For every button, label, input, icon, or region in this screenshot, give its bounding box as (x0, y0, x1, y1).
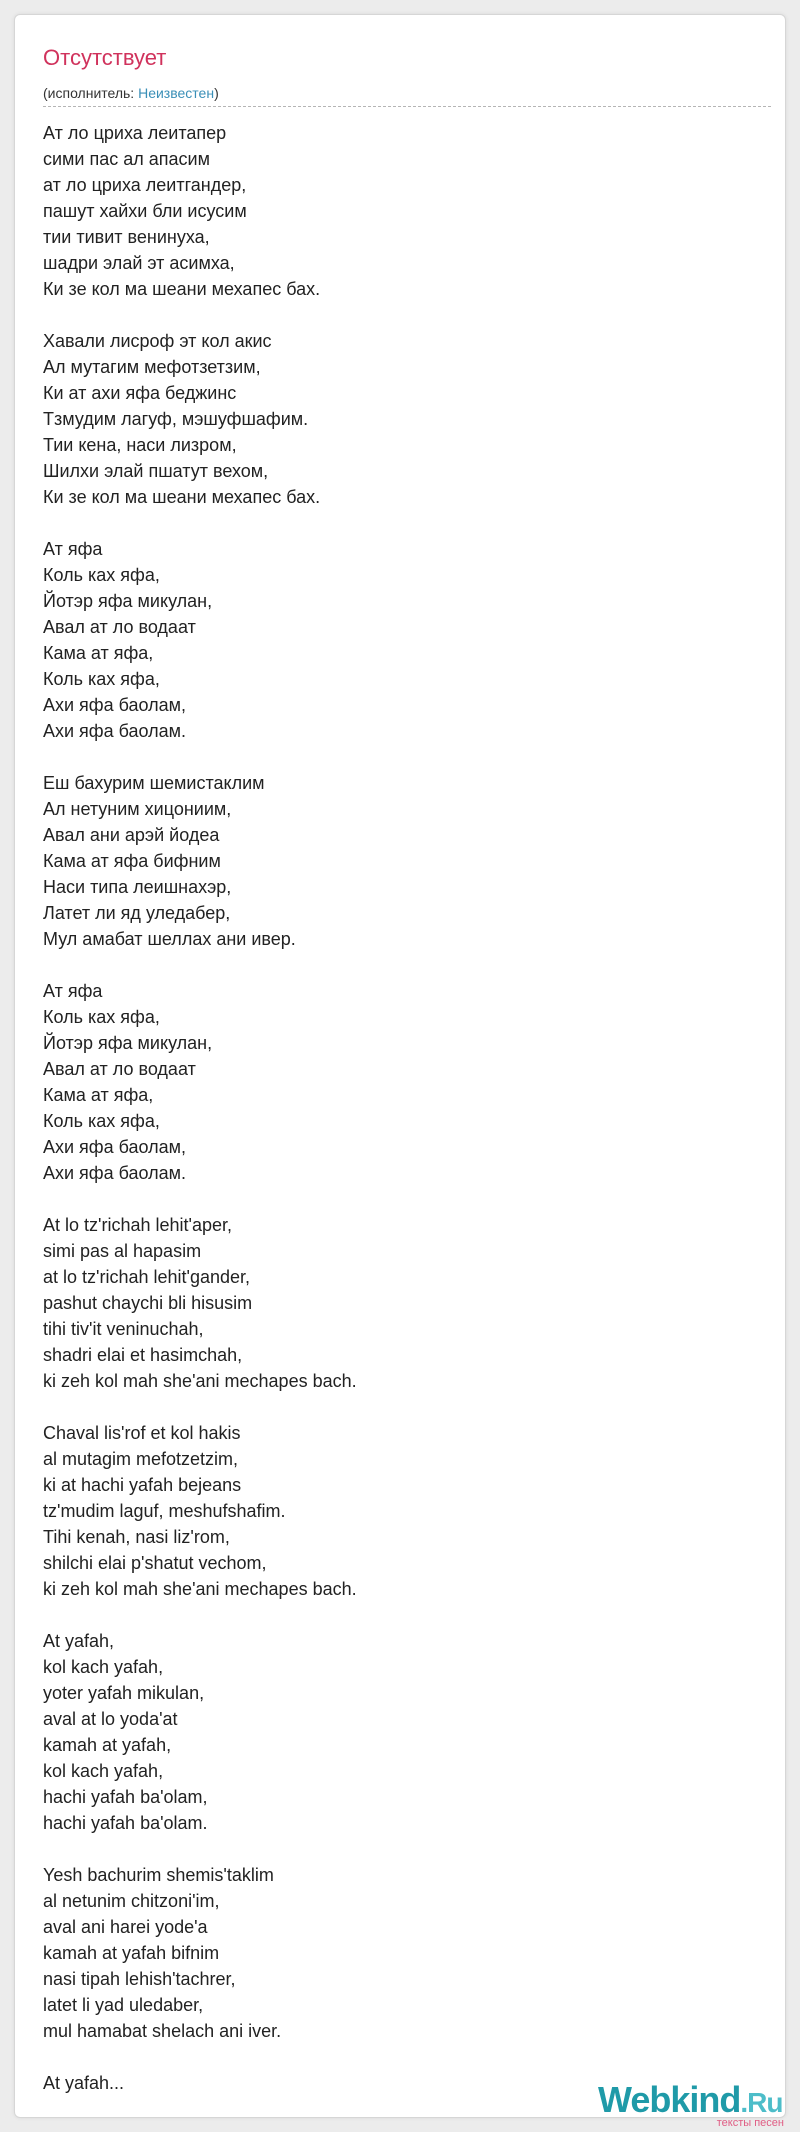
lyric-line: al mutagim mefotzetzim, (43, 1449, 239, 1469)
site-logo[interactable] (598, 2079, 788, 2129)
lyric-line: hachi yafah ba'olam, (43, 1787, 208, 1807)
lyric-line: al netunim chitzoni'im, (43, 1891, 220, 1911)
lyric-line: Еш бахурим шемистаклим (43, 773, 265, 793)
song-title: Отсутствует (43, 45, 167, 70)
lyric-line: Yesh bachurim shemis'taklim (43, 1865, 274, 1885)
lyric-line: latet li yad uledaber, (43, 1995, 204, 2015)
lyric-line: At yafah... (43, 2073, 125, 2093)
lyric-line: Ал нетуним хицониим, (43, 799, 232, 819)
lyric-line: ат ло цриха леитгандер, (43, 175, 247, 195)
lyric-line: at lo tz'richah lehit'gander, (43, 1267, 250, 1287)
content-card (14, 14, 786, 2129)
stanza-gap (43, 952, 743, 978)
stanza (43, 1420, 743, 1602)
stanza-gap (43, 744, 743, 770)
stanza-gap (43, 302, 743, 328)
lyric-line: pashut chaychi bli hisusim (43, 1293, 253, 1313)
lyric-line: Ахи яфа баолам. (43, 721, 187, 741)
stanza-gap (43, 1394, 743, 1420)
lyric-line: nasi tipah lehish'tachrer, (43, 1969, 236, 1989)
logo-wordmark (598, 2079, 782, 2121)
lyrics-body (43, 120, 743, 2096)
lyric-line: Авал ат ло водаат (43, 617, 196, 637)
lyric-line: сими пас ал апасим (43, 149, 210, 169)
lyric-line: tihi tiv'it veninuchah, (43, 1319, 204, 1339)
lyric-line: Кама ат яфа, (43, 1085, 154, 1105)
lyric-line: kamah at yafah bifnim (43, 1943, 220, 1963)
lyric-line: Коль ках яфа, (43, 565, 160, 585)
lyric-line: Коль ках яфа, (43, 669, 160, 689)
lyric-line: пашут хайхи бли исусим (43, 201, 247, 221)
stanza (43, 328, 743, 510)
lyric-line: kamah at yafah, (43, 1735, 172, 1755)
lyric-line: Ки ат ахи яфа беджинс (43, 383, 237, 403)
lyric-line: шадри элай эт асимха, (43, 253, 235, 273)
artist-prefix: (исполнитель: (43, 85, 139, 101)
lyric-line: ki at hachi yafah bejeans (43, 1475, 242, 1495)
lyric-line: hachi yafah ba'olam. (43, 1813, 208, 1833)
lyric-line: Хавали лисроф эт кол акис (43, 331, 272, 351)
lyric-line: ki zeh kol mah she'ani mechapes bach. (43, 1579, 357, 1599)
logo-tld: .Ru (740, 2087, 783, 2118)
lyric-line: Йотэр яфа микулан, (43, 1033, 213, 1053)
header-divider (43, 106, 771, 107)
lyric-line: Наси типа леишнахэр, (43, 877, 232, 897)
lyric-line: Кама ат яфа бифним (43, 851, 221, 871)
lyric-line: Коль ках яфа, (43, 1111, 160, 1131)
lyric-line: aval ani harei yode'a (43, 1917, 208, 1937)
lyric-line: aval at lo yoda'at (43, 1709, 178, 1729)
stanza-gap (43, 2044, 743, 2070)
lyric-line: Tihi kenah, nasi liz'rom, (43, 1527, 230, 1547)
lyric-line: тии тивит венинуха, (43, 227, 210, 247)
lyric-line: Латет ли яд уледабер, (43, 903, 231, 923)
stanza (43, 120, 743, 302)
logo-tagline: тексты песен (716, 2117, 784, 2129)
lyric-line: Кама ат яфа, (43, 643, 154, 663)
lyric-line: yoter yafah mikulan, (43, 1683, 205, 1703)
lyric-line: At yafah, (43, 1631, 115, 1651)
lyric-line: shilchi elai p'shatut vechom, (43, 1553, 267, 1573)
lyric-line: Авал ат ло водаат (43, 1059, 196, 1079)
lyric-line: Ахи яфа баолам. (43, 1163, 187, 1183)
logo-name: Webkind (598, 2079, 741, 2120)
stanza-gap (43, 1836, 743, 1862)
lyric-line: Мул амабат шеллах ани ивер. (43, 929, 296, 949)
stanza (43, 770, 743, 952)
lyric-line: Ал мутагим мефотзетзим, (43, 357, 261, 377)
lyric-line: simi pas al hapasim (43, 1241, 202, 1261)
artist-line (43, 85, 219, 101)
lyric-line: Коль ках яфа, (43, 1007, 160, 1027)
stanza (43, 978, 743, 1186)
stanza (43, 1628, 743, 1836)
lyric-line: Ат яфа (43, 981, 103, 1001)
stanza-gap (43, 1602, 743, 1628)
lyric-line: Ки зе кол ма шеани мехапес бах. (43, 487, 321, 507)
lyric-line: Chaval lis'rof et kol hakis (43, 1423, 241, 1443)
lyric-line: Ахи яфа баолам, (43, 1137, 187, 1157)
lyric-line: Авал ани арэй йодеа (43, 825, 220, 845)
lyric-line: mul hamabat shelach ani iver. (43, 2021, 282, 2041)
lyric-line: Ат яфа (43, 539, 103, 559)
lyric-line: kol kach yafah, (43, 1657, 164, 1677)
lyric-line: Ки зе кол ма шеани мехапес бах. (43, 279, 321, 299)
stanza-gap (43, 1186, 743, 1212)
artist-suffix: ) (214, 85, 219, 101)
lyric-line: Тии кена, наси лизром, (43, 435, 237, 455)
stanza (43, 1862, 743, 2044)
stanza (43, 536, 743, 744)
lyric-line: Шилхи элай пшатут вехом, (43, 461, 269, 481)
stanza (43, 1212, 743, 1394)
artist-link[interactable]: Неизвестен (138, 85, 215, 101)
lyric-line: shadri elai et hasimchah, (43, 1345, 243, 1365)
lyric-line: ki zeh kol mah she'ani mechapes bach. (43, 1371, 357, 1391)
stanza-gap (43, 510, 743, 536)
lyric-line: Тзмудим лагуф, мэшуфшафим. (43, 409, 309, 429)
lyric-line: At lo tz'richah lehit'aper, (43, 1215, 232, 1235)
lyric-line: kol kach yafah, (43, 1761, 164, 1781)
lyric-line: tz'mudim laguf, meshufshafim. (43, 1501, 286, 1521)
lyric-line: Йотэр яфа микулан, (43, 591, 213, 611)
lyric-line: Ат ло цриха леитапер (43, 123, 227, 143)
lyric-line: Ахи яфа баолам, (43, 695, 187, 715)
